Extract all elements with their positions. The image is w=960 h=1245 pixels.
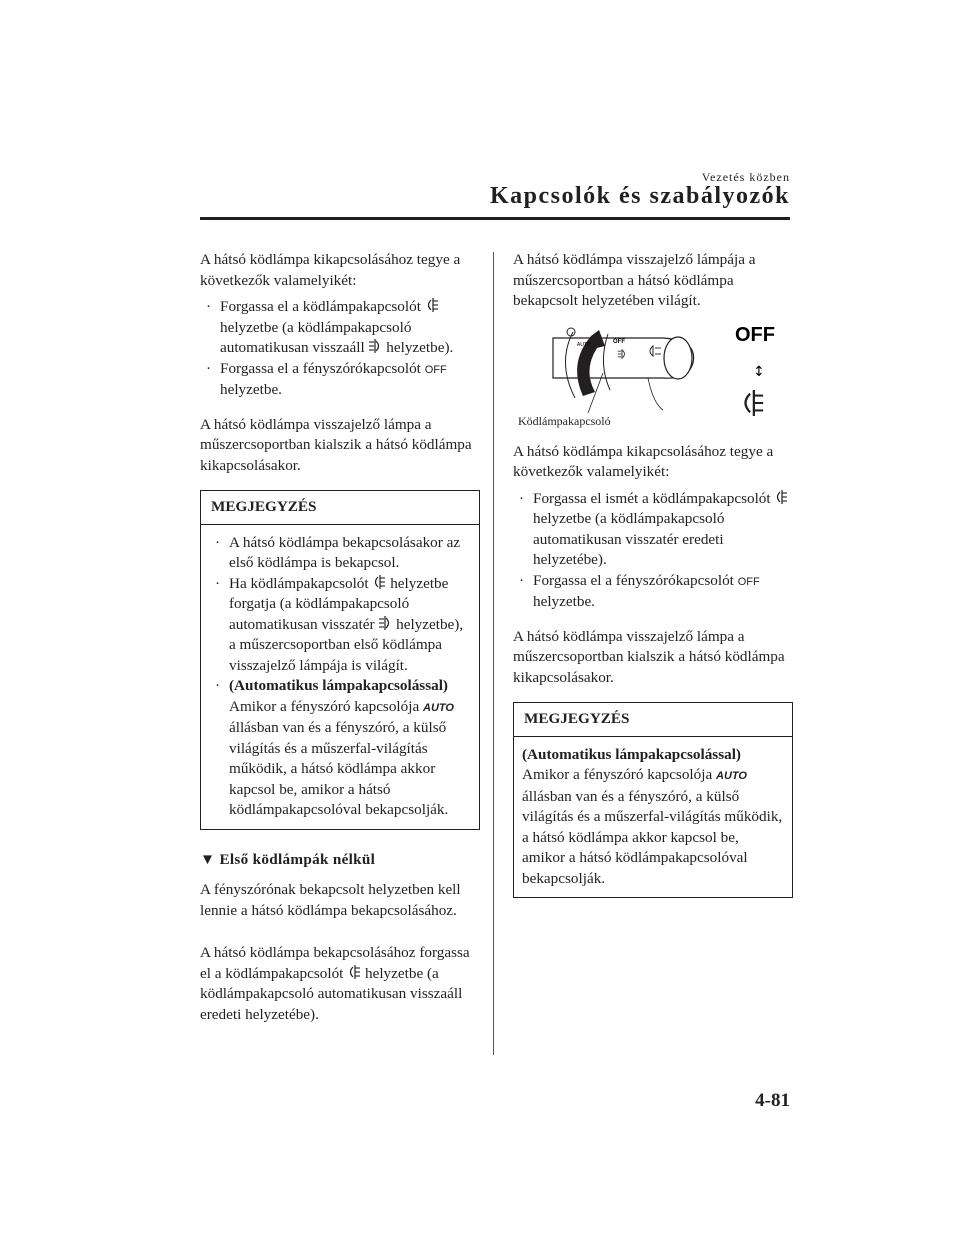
note-bold-text: (Automatikus lámpakapcsolással) [522,745,741,763]
bullet-dot: · [206,298,212,315]
note-bold-text: (Automatikus lámpakapcsolással) [229,677,448,694]
note-bullet-3 [209,676,471,821]
note-heading: MEGJEGYZÉS [514,703,792,737]
bullet-text: Forgassa el a fényszórókapcsolót [220,359,421,377]
bullet-text: helyzetbe (a ködlámpakapcsoló automatikusan visszatér eredeti helyzetébe). [533,510,725,568]
left-intro: A hátsó ködlámpa kikapcsolásához tegye a következők valamelyikét: [200,251,461,289]
bullet-dot: · [519,571,525,589]
rear-fog-icon [372,574,386,590]
note-text: Amikor a fényszóró kapcsolója [522,766,713,783]
fog-switch-figure [513,318,793,436]
bullet-dot: · [215,533,221,551]
note-heading: MEGJEGYZÉS [201,491,479,525]
bullet-text: helyzetbe). [386,339,454,356]
bullet-text: Forgassa el a fényszórókapcsolót [533,571,734,589]
left-bullet-1 [200,297,480,359]
right-bullet-2 [513,571,793,613]
right-bullet-list [513,489,793,613]
left-column [200,250,480,1039]
rear-fog-icon [746,390,764,416]
bullet-text: helyzetbe (a ködlámpakapcsoló automatikusan visszaáll [220,318,412,356]
note-body [201,525,479,829]
note-bullet-list [209,533,471,821]
right-indicator-text: A hátsó ködlámpa visszajelző lámpa a műszercsoportban kialszik a hátsó ködlámpa kikapcsolásakor. [513,627,785,686]
page-number: 4-81 [755,1090,790,1111]
left-para-2 [200,943,480,1025]
auto-label: AUTO [716,770,747,782]
left-bullet-list [200,297,480,401]
note-text: A hátsó ködlámpa bekapcsolásakor az első ködlámpa is bekapcsol. [229,533,461,571]
up-down-arrow-icon: ↕ [753,363,765,380]
header-rule [200,217,790,220]
bullet-text: helyzetbe. [533,593,595,610]
header-section: Vezetés közben [701,170,790,184]
figure-caption: Ködlámpakapcsoló [518,413,611,428]
note-bullet-1 [209,533,471,574]
subsection-heading-text: Első ködlámpák nélkül [219,850,376,868]
para-text: A hátsó ködlámpa bekapcsolásához forgassa el a ködlámpakapcsolót [200,944,470,982]
left-indicator-text: A hátsó ködlámpa visszajelző lámpa a műszercsoportban kialszik a hátsó ködlámpa kikapcsolásakor. [200,415,472,474]
right-bullet-1 [513,489,793,571]
bullet-dot: · [215,574,221,592]
bullet-dot: · [206,359,212,377]
right-note-box [513,702,793,898]
bullet-text: Forgassa el ismét a ködlámpakapcsolót [533,489,771,507]
column-divider [493,252,494,1055]
bullet-text: helyzetbe. [220,381,282,398]
off-label: OFF [424,363,447,376]
note-text: állásban van és a fényszóró, a külső világítás és a műszerfal-világítás működik, a hátsó ködlámpa akkor kapcsol be, amikor a hátsó ködlámpakapcsolóval bekapcsolják. [522,787,783,887]
note-text: helyzetbe forgatja (a ködlámpakapcsoló automatikusan visszatér [229,574,449,633]
dial-auto-label: AUTO [577,341,591,348]
note-bullet-2 [209,574,471,677]
note-text: Ha ködlámpakapcsolót [229,574,369,592]
subsection-heading [200,850,480,871]
bullet-dot: · [519,489,525,507]
figure-off-label: OFF [735,323,775,346]
right-column [513,250,793,916]
auto-label: AUTO [423,701,454,714]
dial-off-label: OFF [613,338,625,345]
triangle-marker-icon: ▼ [200,850,216,868]
left-note-box [200,490,480,830]
right-para-2: A hátsó ködlámpa kikapcsolásához tegye a következők valamelyikét: [513,442,774,480]
off-label: OFF [737,575,760,588]
header-title: Kapcsolók és szabályozók [489,183,790,209]
note-body [514,737,792,898]
rear-fog-icon [425,297,439,313]
front-fog-icon [368,338,382,354]
para-text: helyzetbe (a ködlámpakapcsoló automatikusan visszaáll eredeti helyzetébe). [200,964,463,1023]
rear-fog-icon [347,964,361,980]
rear-fog-icon [774,489,788,505]
left-bullet-2 [200,359,480,401]
left-para-1: A fényszórónak bekapcsolt helyzetben kell lennie a hátsó ködlámpa bekapcsolásához. [200,881,461,919]
note-text: helyzetbe), a műszercsoportban első ködlámpa visszajelző lámpája is világít. [229,615,464,674]
note-text: állásban van és a fényszóró, a külső világítás és a műszerfal-világítás működik, a hátsó ködlámpa akkor kapcsol be, amikor a hátsó ködlámpakapcsolóval bekapcsolják. [229,719,449,818]
right-intro: A hátsó ködlámpa visszajelző lámpája a műszercsoportban a hátsó ködlámpa bekapcsolt helyzetében világít. [513,251,756,309]
note-text: Amikor a fényszóró kapcsolója [229,697,420,715]
bullet-dot: · [215,677,221,694]
bullet-text: Forgassa el a ködlámpakapcsolót [220,298,421,315]
front-fog-icon [378,615,392,631]
